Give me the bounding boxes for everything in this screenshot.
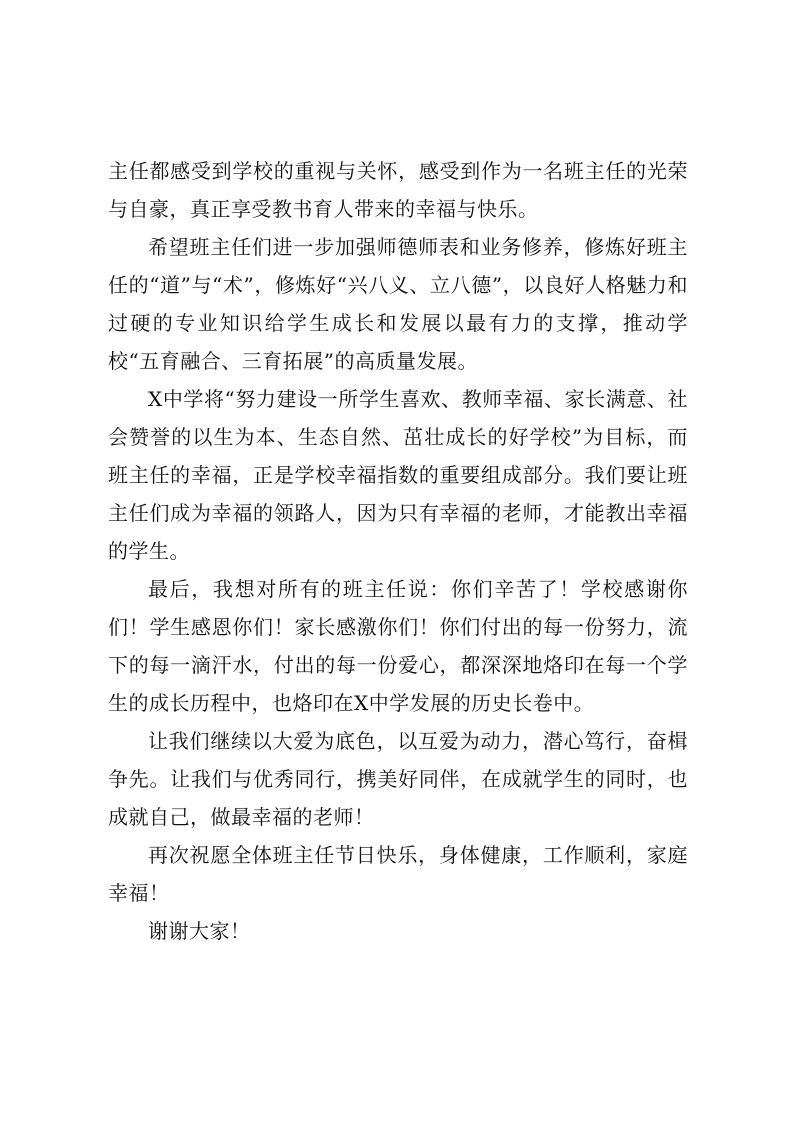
paragraph-thanks: 最后，我想对所有的班主任说：你们辛苦了！学校感谢你们！学生感恩你们！家长感激你们！你们付出的每一份努力，流下的每一滴汗水，付出的每一份爱心，都深深地烙印在每一个学生的成长历程中，也烙印在X中学发展的历史长卷中。 <box>108 577 688 715</box>
paragraph-closing: 谢谢大家！ <box>148 919 251 943</box>
paragraph-encouragement: 让我们继续以大爱为底色，以互爱为动力，潜心笃行，奋楫争先。让我们与优秀同行，携美好同伴，在成就学生的同时，也成就自己，做最幸福的老师！ <box>108 729 688 829</box>
paragraph-hope: 希望班主任们进一步加强师德师表和业务修养，修炼好班主任的“道”与“术”，修炼好“兴八义、立八德”，以良好人格魅力和过硬的专业知识给学生成长和发展以最有力的支撑，推动学校“五育融合、三育拓展”的高质量发展。 <box>108 235 688 373</box>
paragraph-wishes: 再次祝愿全体班主任节日快乐，身体健康，工作顺利，家庭幸福！ <box>108 843 688 905</box>
paragraph-school-goal: X中学将“努力建设一所学生喜欢、教师幸福、家长满意、社会赞誉的以生为本、生态自然、茁壮成长的好学校”为目标，而班主任的幸福，正是学校幸福指数的重要组成部分。我们要让班主任们成为幸福的领路人，因为只有幸福的老师，才能教出幸福的学生。 <box>108 387 688 563</box>
paragraph-continued: 主任都感受到学校的重视与关怀，感受到作为一名班主任的光荣与自豪，真正享受教书育人带来的幸福与快乐。 <box>108 159 688 221</box>
document-body <box>108 152 688 950</box>
